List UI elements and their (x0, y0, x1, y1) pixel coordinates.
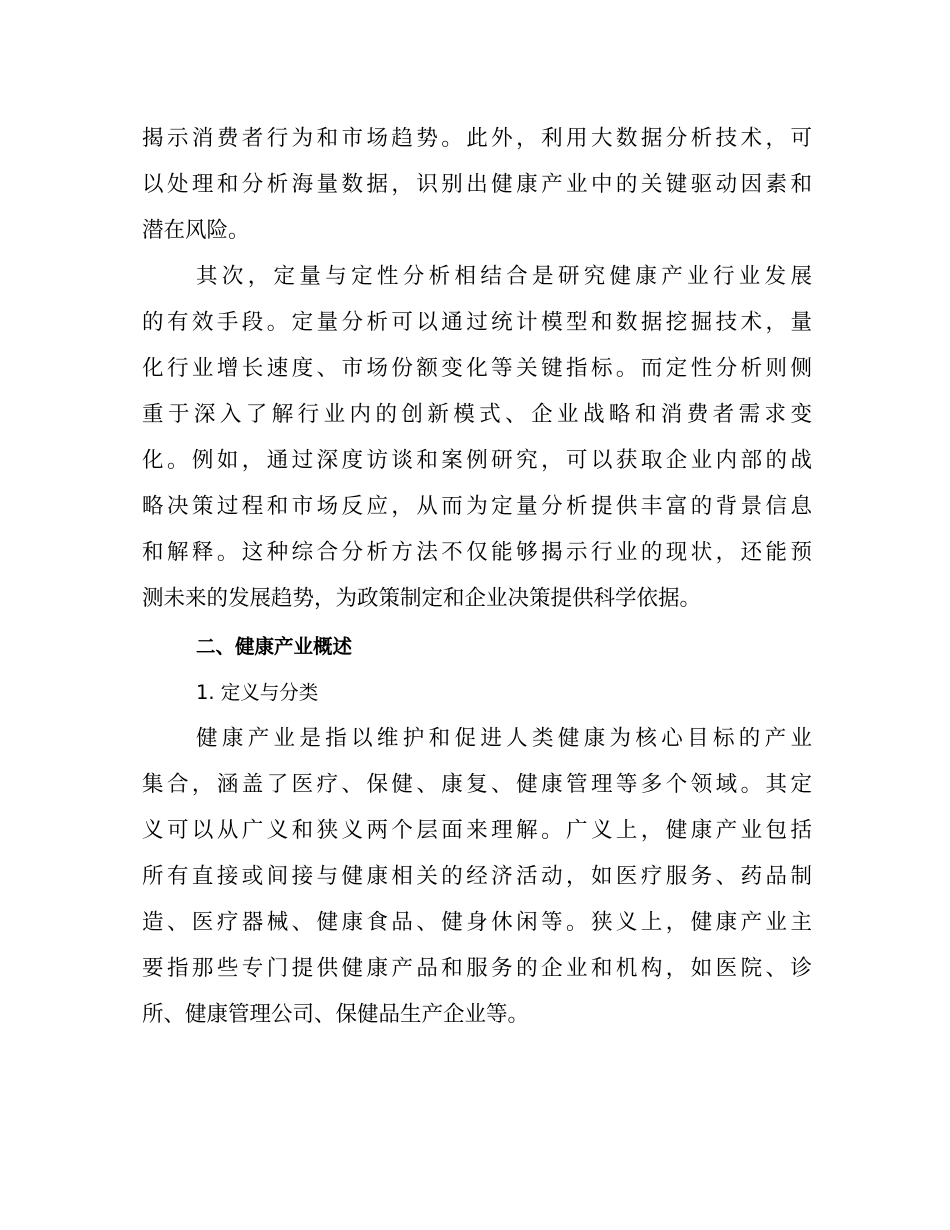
paragraph-line: 测未来的发展趋势，为政策制定和企业决策提供科学依据。 (142, 586, 702, 611)
paragraph-line: 略决策过程和市场反应，从而为定量分析提供丰富的背景信息 (142, 494, 812, 519)
paragraph-line: 化行业增长速度、市场份额变化等关键指标。而定性分析则侧 (142, 356, 812, 381)
paragraph-line: 和解释。这种综合分析方法不仅能够揭示行业的现状，还能预 (142, 540, 812, 565)
paragraph-line: 所有直接或间接与健康相关的经济活动，如医疗服务、药品制 (142, 864, 812, 889)
paragraph-line: 所、健康管理公司、保健品生产企业等。 (142, 1002, 530, 1027)
paragraph-line: 其次，定量与定性分析相结合是研究健康产业行业发展 (196, 264, 812, 289)
paragraph-line: 义可以从广义和狭义两个层面来理解。广义上，健康产业包括 (142, 818, 812, 843)
paragraph-line: 健康产业是指以维护和促进人类健康为核心目标的产业 (196, 726, 812, 751)
paragraph-line: 化。例如，通过深度访谈和案例研究，可以获取企业内部的战 (142, 448, 812, 473)
paragraph-line: 要指那些专门提供健康产品和服务的企业和机构，如医院、诊 (142, 956, 812, 981)
paragraph-line: 潜在风险。 (142, 218, 250, 243)
paragraph-line: 以处理和分析海量数据，识别出健康产业中的关键驱动因素和 (142, 172, 812, 197)
paragraph-line: 揭示消费者行为和市场趋势。此外，利用大数据分析技术，可 (142, 126, 812, 151)
section-heading: 二、健康产业概述 (196, 635, 353, 658)
paragraph-line: 重于深入了解行业内的创新模式、企业战略和消费者需求变 (142, 402, 812, 427)
subsection-heading: 1. 定义与分类 (196, 681, 319, 704)
paragraph-line: 造、医疗器械、健康食品、健身休闲等。狭义上，健康产业主 (142, 910, 812, 935)
paragraph-line: 集合，涵盖了医疗、保健、康复、健康管理等多个领域。其定 (142, 772, 812, 797)
paragraph-line: 的有效手段。定量分析可以通过统计模型和数据挖掘技术，量 (142, 310, 812, 335)
